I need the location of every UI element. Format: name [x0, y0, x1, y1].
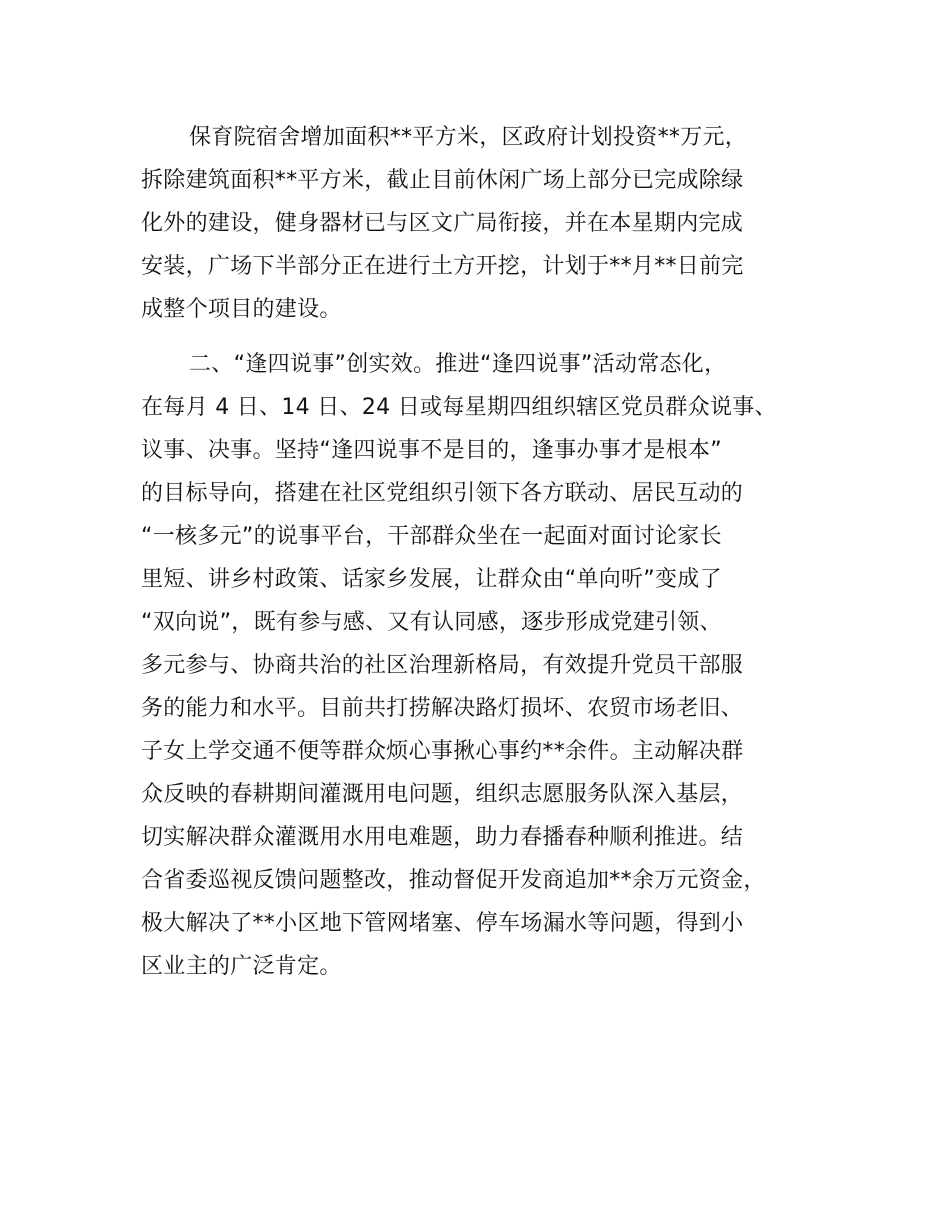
- text-line: 的目标导向，搭建在社区党组织引领下各方联动、居民互动的: [141, 481, 744, 506]
- text-line: 务的能力和水平。目前共打捞解决路灯损坏、农贸市场老旧、: [141, 696, 744, 721]
- text-line: 二、“逢四说事”创实效。推进“逢四说事”活动常态化，: [189, 352, 727, 377]
- text-line: 里短、讲乡村政策、话家乡发展，让群众由“单向听”变成了: [141, 567, 722, 592]
- text-line: “一核多元”的说事平台，干部群众坐在一起面对面讨论家长: [141, 524, 722, 549]
- text-line: 化外的建设，健身器材已与区文广局衔接，并在本星期内完成: [141, 211, 744, 236]
- text-line: 区业主的广泛肯定。: [141, 954, 342, 979]
- text-line: 议事、决事。坚持“逢四说事不是目的，逢事办事才是根本”: [141, 438, 722, 463]
- text-line: 子女上学交通不便等群众烦心事揪心事约**余件。主动解决群: [141, 739, 744, 764]
- text-line: 保育院宿舍增加面积**平方米，区政府计划投资**万元，: [189, 125, 748, 150]
- text-line: 拆除建筑面积**平方米，截止目前休闲广场上部分已完成除绿: [141, 168, 744, 193]
- text-line: 众反映的春耕期间灌溉用电问题，组织志愿服务队深入基层，: [141, 782, 744, 807]
- text-line: 合省委巡视反馈问题整改，推动督促开发商追加**余万元资金，: [141, 868, 766, 893]
- text-line: 极大解决了**小区地下管网堵塞、停车场漏水等问题，得到小: [141, 911, 744, 936]
- text-line: 在每月 4 日、14 日、24 日或每星期四组织辖区党员群众说事、: [141, 395, 777, 420]
- text-line: 多元参与、协商共治的社区治理新格局，有效提升党员干部服: [141, 653, 744, 678]
- text-line: “双向说”，既有参与感、又有认同感，逐步形成党建引领、: [141, 610, 722, 635]
- text-line: 切实解决群众灌溉用水用电难题，助力春播春种顺利推进。结: [141, 825, 744, 850]
- text-line: 安装，广场下半部分正在进行土方开挖，计划于**月**日前完: [141, 254, 744, 279]
- text-line: 成整个项目的建设。: [141, 297, 342, 322]
